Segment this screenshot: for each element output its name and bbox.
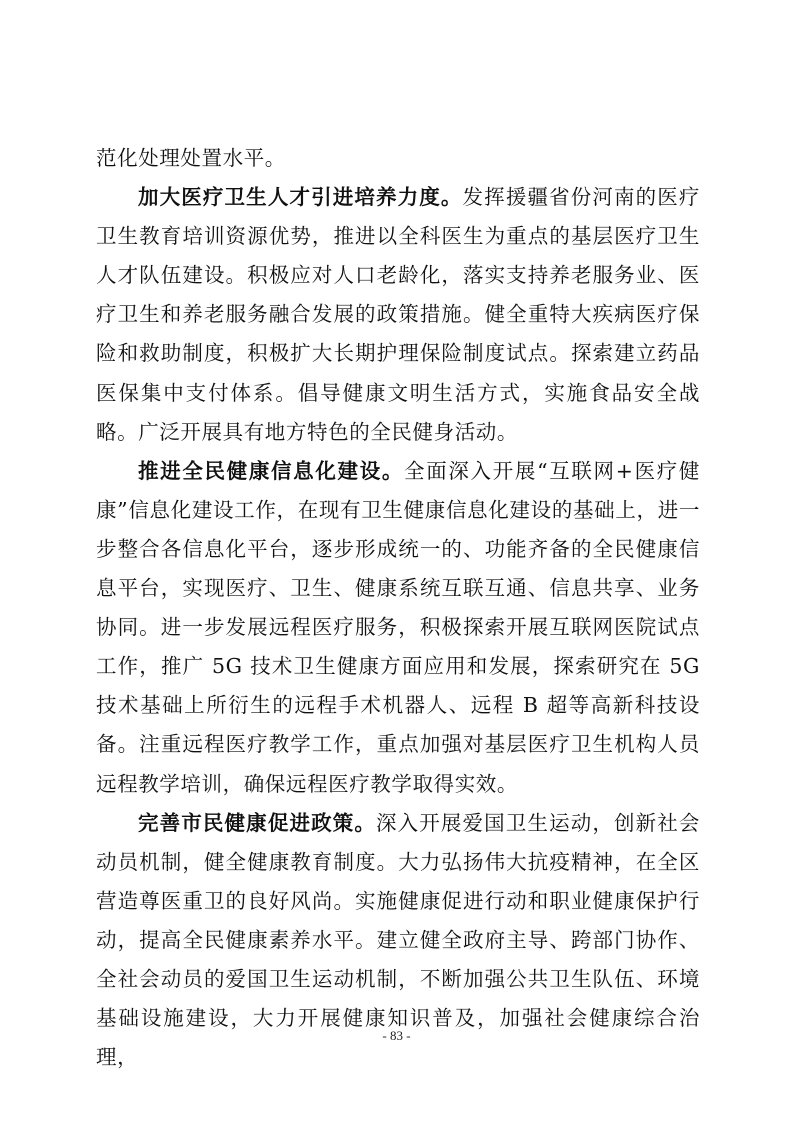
- paragraph-heading: 推进全民健康信息化建设。: [138, 458, 405, 483]
- body-text: [96, 139, 700, 1077]
- paragraph-continuation: [96, 139, 700, 178]
- paragraph-health-informatization: [96, 452, 700, 804]
- paragraph-heading: 完善市民健康促进政策。: [138, 810, 376, 835]
- paragraph-heading: 加大医疗卫生人才引进培养力度。: [138, 185, 463, 210]
- paragraph-text: 深入开展爱国卫生运动，创新社会动员机制，健全健康教育制度。大力弘扬伟大抗疫精神，在全区营造尊医重卫的良好风尚。实施健康促进行动和职业健康保护行动，提高全民健康素养水平。建立健全政府主导、跨部门协作、全社会动员的爱国卫生运动机制，不断加强公共卫生队伍、环境基础设施建设，大力开展健康知识普及，加强社会健康综合治理，: [96, 810, 700, 1070]
- paragraph-text: 发挥援疆省份河南的医疗卫生教育培训资源优势，推进以全科医生为重点的基层医疗卫生人才队伍建设。积极应对人口老龄化，落实支持养老服务业、医疗卫生和养老服务融合发展的政策措施。健全重特大疾病医疗保险和救助制度，积极扩大长期护理保险制度试点。探索建立药品医保集中支付体系。倡导健康文明生活方式，实施食品安全战略。广泛开展具有地方特色的全民健身活动。: [96, 185, 701, 444]
- paragraph-text: 范化处理处置水平。: [96, 146, 286, 170]
- paragraph-text: 全面深入开展“互联网+医疗健康”信息化建设工作，在现有卫生健康信息化建设的基础上，进一步整合各信息化平台，逐步形成统一的、功能齐备的全民健康信息平台，实现医疗、卫生、健康系统互联互通、信息共享、业务协同。进一步发展远程医疗服务，积极探索开展互联网医院试点工作，推广 5G 技术卫生健康方面应用和发展，探索研究在 5G 技术基础上所衍生的远程手术机器人、远程 B 超等高新科技设备。注重远程医疗教学工作，重点加强对基层医疗卫生机构人员远程教学培训，确保远程医疗教学取得实效。: [96, 458, 701, 796]
- page-number: - 83 -: [382, 1028, 411, 1043]
- paragraph-medical-talent: [96, 178, 700, 452]
